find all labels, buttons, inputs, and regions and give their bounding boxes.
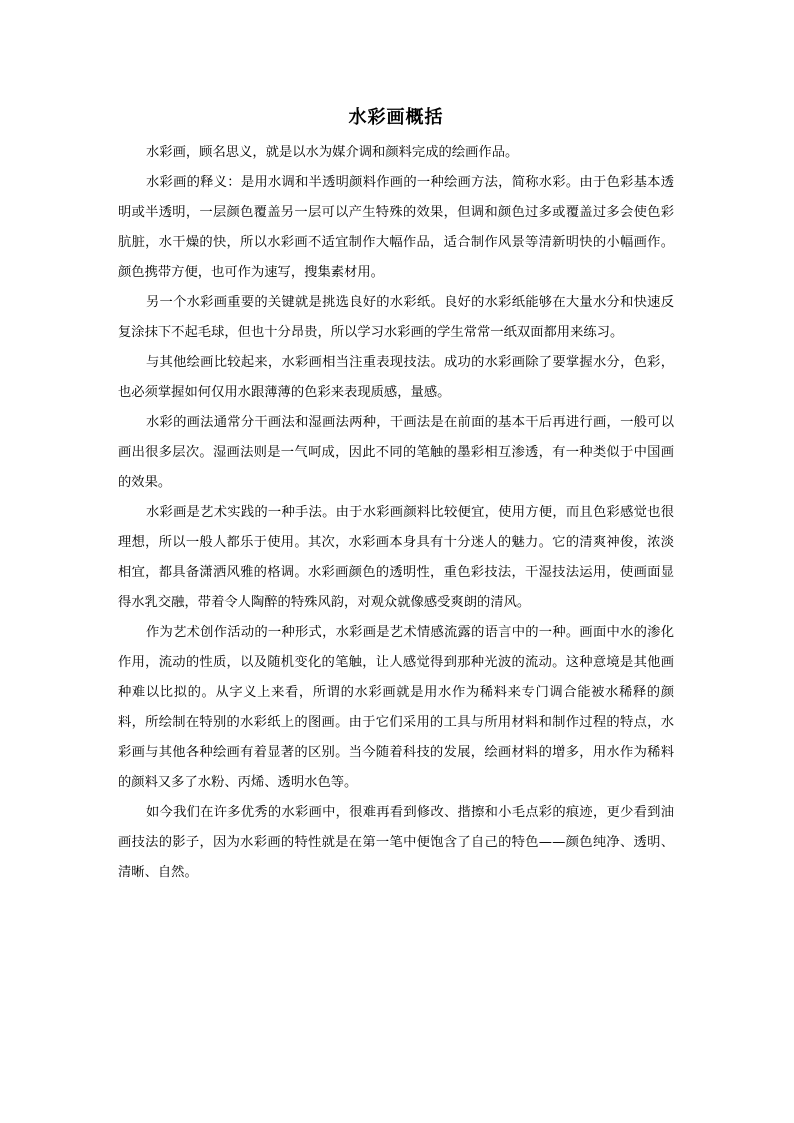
paragraph: 水彩画是艺术实践的一种手法。由于水彩画颜料比较便宜，使用方便，而且色彩感觉也很理想，所以一般人都乐于使用。其次，水彩画本身具有十分迷人的魅力。它的清爽神俊，浓淡相宜，都具备潇洒风雅的格调。水彩画颜色的透明性，重色彩技法，干湿技法运用，使画面显得水乳交融，带着令人陶醉的特殊风韵，对观众就像感受爽朗的清风。 — [118, 505, 674, 610]
paragraph: 作为艺术创作活动的一种形式，水彩画是艺术情感流露的语言中的一种。画面中水的渗化作用，流动的性质，以及随机变化的笔触，让人感觉得到那种光波的流动。这种意境是其他画种难以比拟的。从字义上来看，所谓的水彩画就是用水作为稀料来专门调合能被水稀释的颜料，所绘制在特别的水彩纸上的图画。由于它们采用的工具与所用材料和制作过程的特点，水彩画与其他各种绘画有着显著的区别。当今随着科技的发展，绘画材料的增多，用水作为稀料的颜料又多了水粉、丙烯、透明水色等。 — [118, 625, 674, 790]
paragraph: 水彩画的释义：是用水调和半透明颜料作画的一种绘画方法，简称水彩。由于色彩基本透明或半透明，一层颜色覆盖另一层可以产生特殊的效果，但调和颜色过多或覆盖过多会使色彩肮脏，水干燥的快，所以水彩画不适宜制作大幅作品，适合制作风景等清新明快的小幅画作。颜色携带方便，也可作为速写，搜集素材用。 — [118, 175, 674, 280]
paragraph: 如今我们在许多优秀的水彩画中，很难再看到修改、揩擦和小毛点彩的痕迹，更少看到油画技法的影子，因为水彩画的特性就是在第一笔中便饱含了自己的特色——颜色纯净、透明、清晰、自然。 — [118, 805, 674, 880]
paragraph: 水彩画，顾名思义，就是以水为媒介调和颜料完成的绘画作品。 — [146, 145, 519, 160]
document-body — [118, 106, 674, 888]
page-title: 水彩画概括 — [348, 107, 444, 128]
paragraph: 水彩的画法通常分干画法和湿画法两种，干画法是在前面的基本干后再进行画，一般可以画出很多层次。湿画法则是一气呵成，因此不同的笔触的墨彩相互渗透，有一种类似于中国画的效果。 — [118, 415, 674, 490]
paragraph: 与其他绘画比较起来，水彩画相当注重表现技法。成功的水彩画除了要掌握水分，色彩，也必须掌握如何仅用水跟薄薄的色彩来表现质感，量感。 — [118, 355, 674, 400]
paragraph: 另一个水彩画重要的关键就是挑选良好的水彩纸。良好的水彩纸能够在大量水分和快速反复涂抹下不起毛球，但也十分昂贵，所以学习水彩画的学生常常一纸双面都用来练习。 — [118, 295, 674, 340]
